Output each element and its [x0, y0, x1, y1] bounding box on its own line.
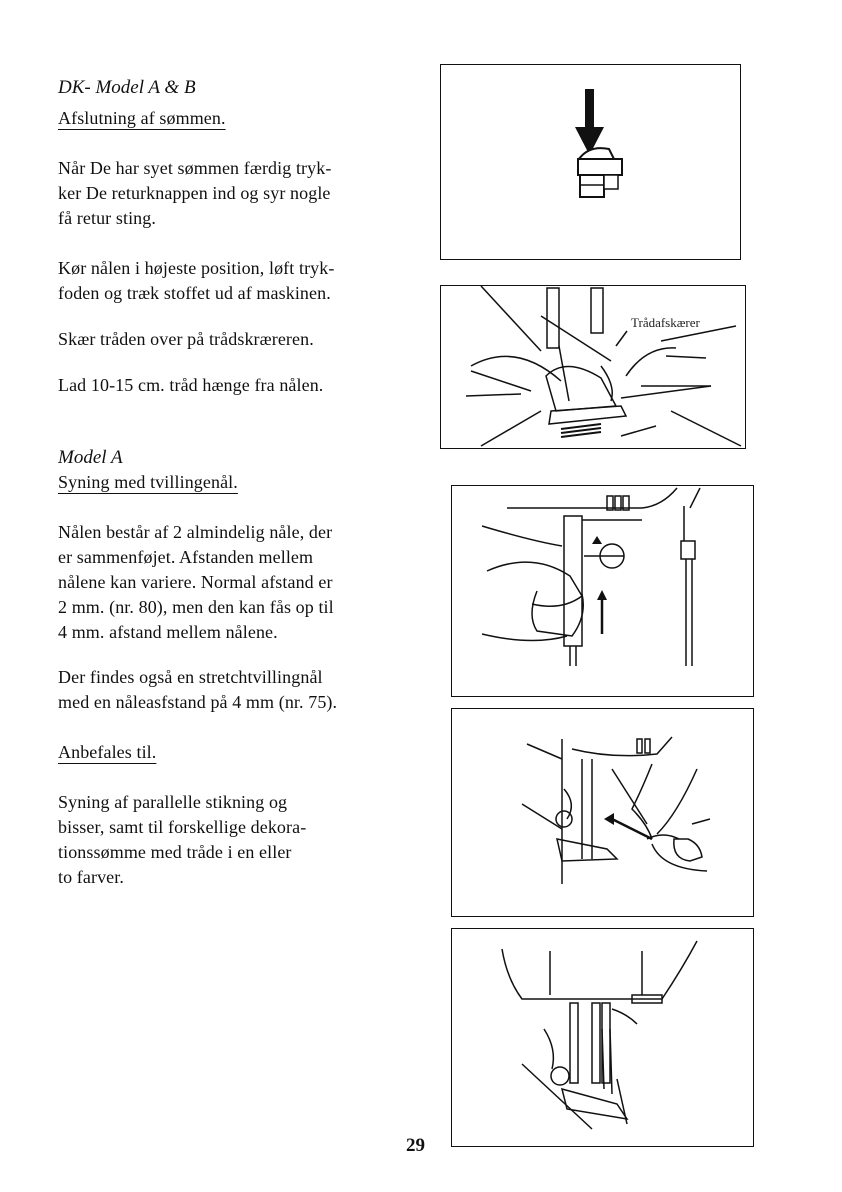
paragraph-cut-thread: Skær tråden over på trådskræreren.	[58, 329, 314, 349]
paragraph-thread-length: Lad 10-15 cm. tråd hænge fra nålen.	[58, 375, 324, 395]
figure-thread-cutter	[440, 285, 746, 449]
section-heading-dk-model: DK- Model A & B	[58, 77, 196, 98]
section-heading-model-a: Model A	[58, 447, 123, 468]
page-number: 29	[406, 1135, 425, 1156]
threading-illustration	[452, 709, 752, 915]
section-subheading-seam-finish: Afslutning af sømmen.	[58, 108, 226, 128]
twin-needle-illustration	[452, 486, 752, 695]
paragraph-twin-needle-description: Nålen består af 2 almindelig nåle, der er sammenføjet. Afstanden mellem nålene kan variere. Normal afstand er 2 mm. (nr. 80), men den kan fås op til 4 mm. afstand mellem nålene.	[58, 522, 334, 642]
paragraph-recommended-uses: Syning af parallelle stikning og bisser, samt til forskellige dekora- tionssømme med tråde i en eller to farver.	[58, 792, 307, 887]
recommended-heading: Anbefales til.	[58, 742, 157, 762]
paragraph-raise-needle: Kør nålen i højeste position, løft tryk- foden og træk stoffet ud af maskinen.	[58, 258, 335, 303]
section-subheading-twin-needle: Syning med tvillingenål.	[58, 472, 238, 492]
thread-cutter-illustration	[441, 286, 744, 447]
paragraph-stretch-twin-needle: Der findes også en stretchtvillingnål med en nåleasfstand på 4 mm (nr. 75).	[58, 667, 338, 712]
figure-sewing-twin-needle	[451, 928, 754, 1147]
thread-cutter-label: Trådafskærer	[631, 315, 700, 330]
reverse-button-illustration	[441, 65, 739, 258]
paragraph-reverse-stitch: Når De har syet sømmen færdig tryk- ker De returknappen ind og syr nogle få retur sting.	[58, 158, 332, 228]
sewing-illustration	[452, 929, 752, 1145]
figure-twin-needle	[451, 485, 754, 697]
figure-reverse-button	[440, 64, 741, 260]
figure-threading-twin-needle	[451, 708, 754, 917]
